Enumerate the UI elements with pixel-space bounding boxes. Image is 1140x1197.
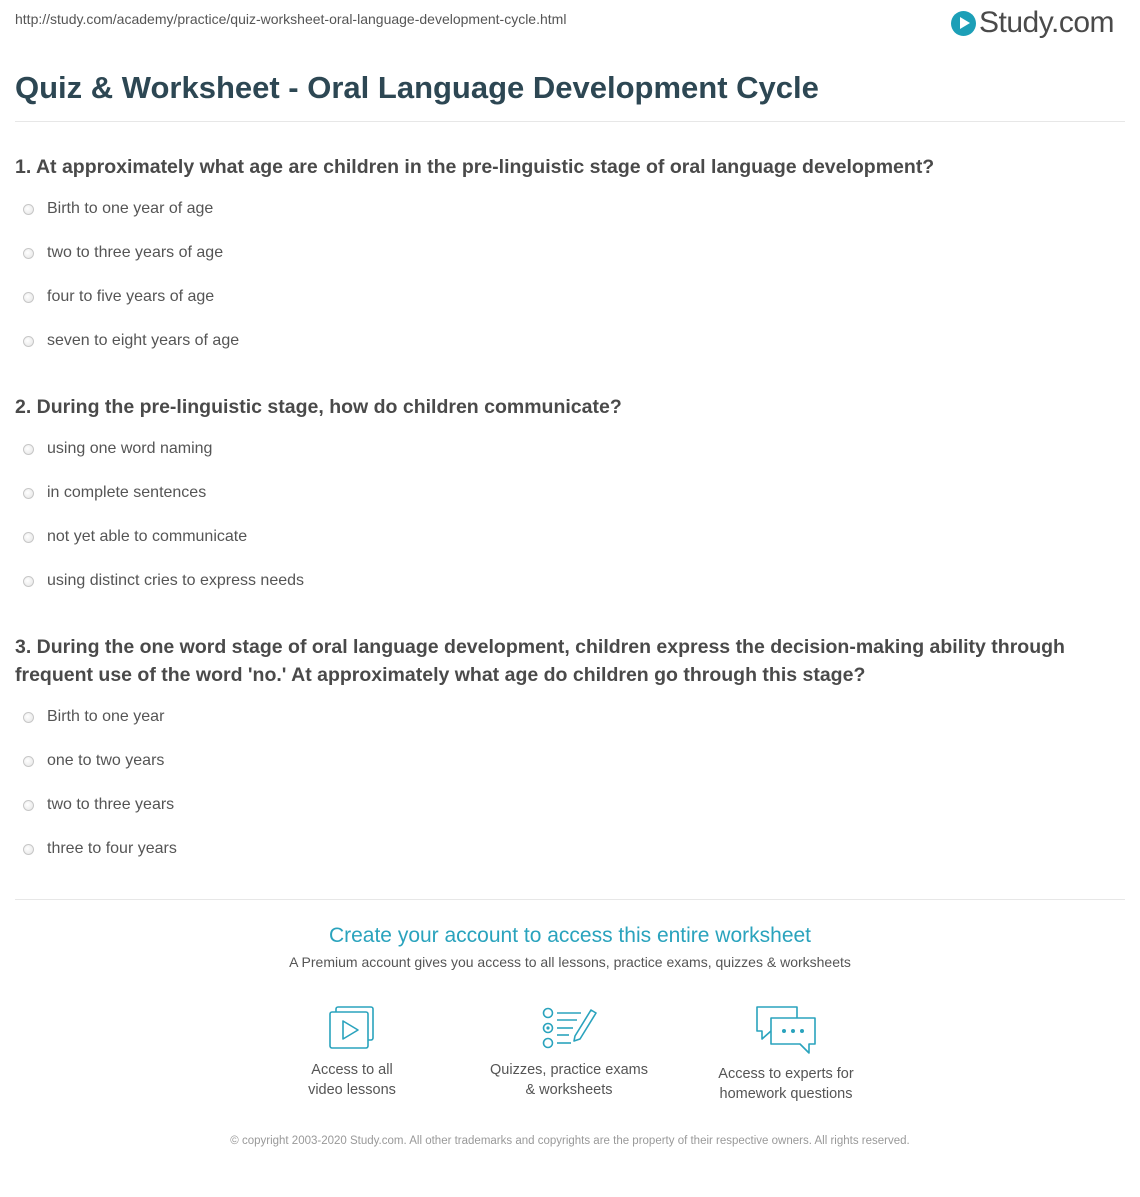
question-1-option-3[interactable] — [23, 288, 214, 306]
question-2-option-2[interactable] — [23, 484, 206, 502]
option-label: not yet able to communicate — [47, 528, 248, 545]
radio-button[interactable] — [23, 800, 34, 811]
option-label: using one word naming — [47, 440, 213, 457]
feature-label: Access to experts for homework questions — [718, 1066, 854, 1102]
chat-bubbles-icon — [753, 1004, 819, 1056]
create-account-link[interactable]: Create your account to access this entire worksheet — [328, 924, 812, 947]
radio-button[interactable] — [23, 756, 34, 767]
question-1-option-2[interactable] — [23, 244, 223, 262]
option-label: Birth to one year of age — [47, 200, 214, 217]
option-label: two to three years — [47, 796, 175, 813]
option-label: one to two years — [47, 752, 165, 769]
feature-quizzes — [469, 1004, 669, 1100]
feature-label: Access to all video lessons — [308, 1062, 396, 1098]
page-url: http://study.com/academy/practice/quiz-worksheet-oral-language-development-cycle.html — [15, 11, 567, 27]
feature-video-lessons — [252, 1004, 452, 1100]
question-3-option-4[interactable] — [23, 840, 177, 858]
radio-button[interactable] — [23, 532, 34, 543]
radio-button[interactable] — [23, 444, 34, 455]
question-3-option-1[interactable] — [23, 708, 164, 726]
video-lessons-icon — [324, 1004, 380, 1052]
feature-label: Quizzes, practice exams & worksheets — [490, 1062, 648, 1098]
radio-button[interactable] — [23, 844, 34, 855]
question-3-option-3[interactable] — [23, 796, 174, 814]
radio-button[interactable] — [23, 488, 34, 499]
question-2-option-1[interactable] — [23, 440, 212, 458]
play-circle-icon — [951, 11, 976, 36]
radio-button[interactable] — [23, 712, 34, 723]
question-3-option-2[interactable] — [23, 752, 164, 770]
title-divider — [15, 121, 1125, 122]
question-2-option-3[interactable] — [23, 528, 247, 546]
radio-button[interactable] — [23, 248, 34, 259]
question-2-option-4[interactable] — [23, 572, 304, 590]
radio-button[interactable] — [23, 204, 34, 215]
study-logo[interactable] — [951, 6, 1114, 40]
radio-button[interactable] — [23, 576, 34, 587]
question-1-option-1[interactable] — [23, 200, 213, 218]
option-label: in complete sentences — [47, 484, 207, 501]
option-label: two to three years of age — [47, 244, 224, 261]
question-1: 1. At approximately what age are children in the pre-linguistic stage of oral language development? — [15, 156, 935, 178]
page-title: Quiz & Worksheet - Oral Language Development Cycle — [15, 70, 819, 105]
option-label: seven to eight years of age — [47, 332, 240, 349]
copyright-notice: © copyright 2003-2020 Study.com. All other trademarks and copyrights are the property of their respective owners. All rights reserved. — [230, 1135, 910, 1147]
question-1-option-4[interactable] — [23, 332, 239, 350]
cta-subtitle: A Premium account gives you access to all lessons, practice exams, quizzes & worksheets — [289, 954, 851, 970]
option-label: Birth to one year — [47, 708, 165, 725]
radio-button[interactable] — [23, 292, 34, 303]
question-3: 3. During the one word stage of oral language development, children express the decision-making ability through frequent use of the word 'no.' At approximately what age do children go through this stage? — [15, 636, 1065, 686]
option-label: four to five years of age — [47, 288, 215, 305]
quiz-checklist-icon — [539, 1004, 599, 1052]
radio-button[interactable] — [23, 336, 34, 347]
option-label: using distinct cries to express needs — [47, 572, 305, 589]
cta-divider — [15, 899, 1125, 900]
feature-experts — [686, 1004, 886, 1104]
option-label: three to four years — [47, 840, 177, 857]
logo-text: Study.com — [979, 6, 1114, 39]
question-2: 2. During the pre-linguistic stage, how do children communicate? — [15, 396, 622, 418]
